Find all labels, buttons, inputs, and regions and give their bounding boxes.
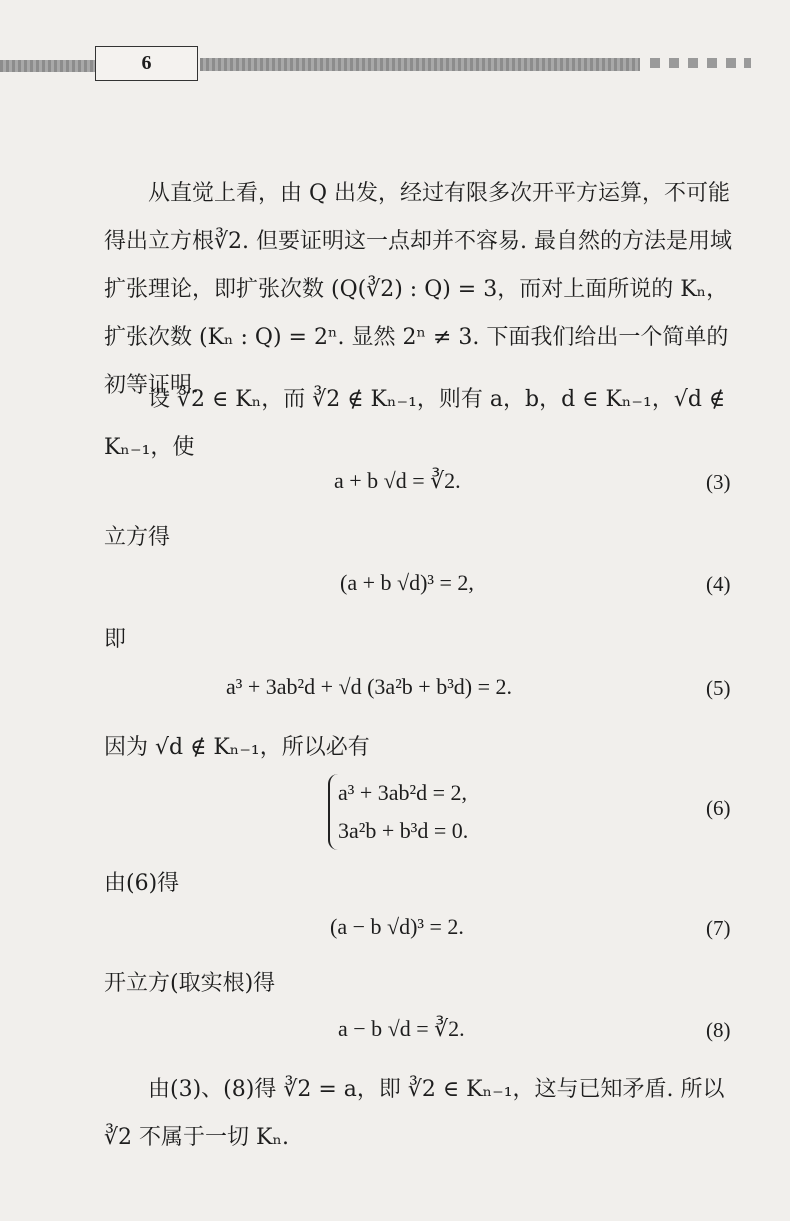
paragraph-intro: 从直觉上看，由 Q 出发，经过有限多次开平方运算，不可能得出立方根∛2. 但要证明这一点却并不容易. 最自然的方法是用域扩张理论，即扩张次数 (Q(∛2) : Q) = 3，而对上面所说的 Kₙ，扩张次数 (Kₙ : Q) = 2ⁿ. 显然 2ⁿ ≠ 3. 下面我们给出一个简单的初等证明.	[104, 181, 732, 398]
cube-label: 立方得	[104, 525, 171, 550]
equation-3: a + b √d = ∛2.	[334, 468, 461, 493]
equation-5: a³ + 3ab²d + √d (3a²b + b³d) = 2.	[226, 674, 513, 699]
equation-6-line-1: a³ + 3ab²d = 2,	[338, 780, 468, 805]
equation-7-number: (7)	[706, 916, 731, 940]
equation-6-system	[328, 774, 468, 850]
paragraph-assume: 设 ∛2 ∈ Kₙ，而 ∛2 ∉ Kₙ₋₁，则有 a，b，d ∈ Kₙ₋₁，√d ∉ Kₙ₋₁，使	[104, 387, 726, 460]
paragraph-conclusion: 由(3)、(8)得 ∛2 = a，即 ∛2 ∈ Kₙ₋₁，这与已知矛盾. 所以∛2 不属于一切 Kₙ.	[104, 1077, 725, 1150]
equation-5-number: (5)	[706, 676, 731, 700]
equation-4: (a + b √d)³ = 2,	[340, 570, 474, 595]
from6-label: 由(6)得	[104, 871, 180, 896]
realroot-label: 开立方(取实根)得	[104, 971, 276, 996]
equation-6-line-2: 3a²b + b³d = 0.	[338, 818, 469, 843]
equation-3-number: (3)	[706, 470, 731, 494]
equation-8-number: (8)	[706, 1018, 731, 1042]
because-label: 因为 √d ∉ Kₙ₋₁，所以必有	[104, 735, 370, 760]
equation-8: a − b √d = ∛2.	[338, 1016, 465, 1041]
header-rule-right	[200, 58, 640, 71]
equation-4-number: (4)	[706, 572, 731, 596]
equation-7: (a − b √d)³ = 2.	[330, 914, 464, 939]
page-number: 6	[95, 46, 198, 81]
equation-6-number: (6)	[706, 796, 731, 820]
ji-label: 即	[104, 627, 127, 652]
header-rule-left	[0, 60, 96, 72]
